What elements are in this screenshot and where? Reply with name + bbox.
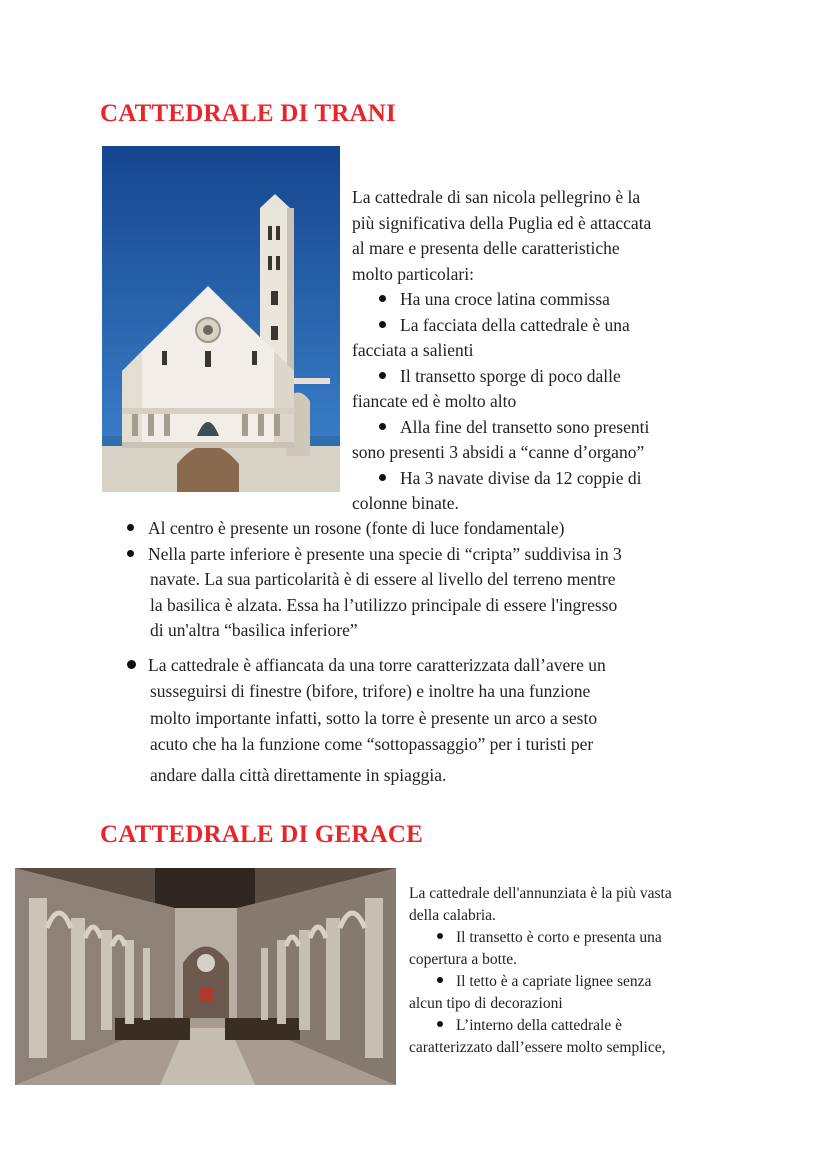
trani-feature-text: Ha 3 navate divise da 12 coppie di [400, 467, 642, 488]
trani-feature-text: Ha una croce latina commissa [400, 289, 610, 309]
gerace-feature-text: Il transetto è corto e presenta una [456, 929, 662, 946]
trani-detail-text: di un'altra “basilica inferiore” [150, 620, 358, 640]
trani-detail-text: andare dalla città direttamente in spiaggia. [150, 764, 447, 785]
trani-heading: CATTEDRALE DI TRANI [100, 100, 396, 127]
trani-intro [352, 185, 752, 517]
bullet-icon [437, 1021, 443, 1027]
gerace-feature-text: Il tetto è a capriate lignee senza [456, 973, 652, 990]
gerace-text [409, 883, 809, 1059]
gerace-feature-text: L’interno della cattedrale è [456, 1017, 622, 1034]
trani-feature-text: Il transetto sporge di poco dalle [400, 365, 621, 386]
bullet-icon [379, 372, 386, 379]
trani-detail-text: molto importante infatti, sotto la torre è presente un arco a sesto [150, 707, 598, 728]
trani-feature-item [352, 287, 752, 313]
trani-feature-continuation: fiancate ed è molto alto [352, 391, 517, 411]
gerace-feature-continuation: copertura a botte. [409, 951, 518, 968]
gerace-feature-item [409, 927, 809, 949]
bullet-icon [127, 524, 134, 531]
trani-intro-line: al mare e presenta delle caratteristiche [352, 238, 620, 258]
gerace-feature-continuation: alcun tipo di decorazioni [409, 995, 563, 1012]
trani-detail-text: acuto che ha la funzione come “sottopassaggio” per i turisti per [150, 734, 594, 754]
gerace-interior-photo [15, 868, 396, 1085]
trani-feature-text: La facciata della cattedrale è una [400, 314, 630, 335]
trani-detail-text: La cattedrale è affiancata da una torre caratterizzata dall’avere un [148, 654, 606, 675]
trani-feature-continuation: sono presenti 3 absidi a “canne d’organo” [352, 442, 645, 462]
trani-cathedral-photo [102, 146, 340, 492]
gerace-feature-continuation: caratterizzato dall’essere molto semplice, [409, 1039, 666, 1056]
trani-feature-text: Alla fine del transetto sono presenti [400, 416, 650, 437]
bullet-icon [379, 295, 386, 302]
trani-intro-line: più significativa della Puglia ed è attaccata [352, 212, 652, 233]
bullet-icon [379, 474, 386, 481]
trani-detail-text: susseguirsi di finestre (bifore, trifore) e inoltre ha una funzione [150, 681, 591, 701]
bullet-icon [127, 550, 134, 557]
trani-detail-text: Al centro è presente un rosone (fonte di luce fondamentale) [148, 518, 565, 538]
trani-feature-continuation: colonne binate. [352, 493, 459, 513]
trani-details-list [127, 516, 747, 788]
bullet-icon [127, 660, 136, 669]
trani-intro-line: La cattedrale di san nicola pellegrino è la [352, 187, 641, 207]
bullet-icon [379, 321, 386, 328]
trani-intro-line: molto particolari: [352, 263, 474, 284]
trani-detail-text: navate. La sua particolarità è di essere al livello del terreno mentre [150, 569, 616, 589]
trani-detail-text: la basilica è alzata. Essa ha l’utilizzo principale di essere l'ingresso [150, 594, 618, 615]
gerace-intro-line: La cattedrale dell'annunziata è la più vasta [409, 885, 672, 902]
trani-feature-continuation: facciata a salienti [352, 340, 474, 360]
trani-detail-item [127, 652, 747, 789]
trani-detail-item [127, 542, 747, 644]
gerace-feature-item [409, 1015, 809, 1037]
gerace-feature-item [409, 971, 809, 993]
trani-feature-item [352, 466, 752, 492]
bullet-icon [437, 977, 443, 983]
bullet-icon [379, 423, 386, 430]
trani-feature-item [352, 313, 752, 339]
gerace-intro-line: della calabria. [409, 907, 496, 924]
trani-detail-item [127, 516, 747, 542]
trani-feature-item [352, 364, 752, 390]
bullet-icon [437, 933, 443, 939]
trani-feature-item [352, 415, 752, 441]
gerace-heading: CATTEDRALE DI GERACE [100, 821, 424, 848]
trani-detail-text: Nella parte inferiore è presente una specie di “cripta” suddivisa in 3 [148, 543, 622, 564]
